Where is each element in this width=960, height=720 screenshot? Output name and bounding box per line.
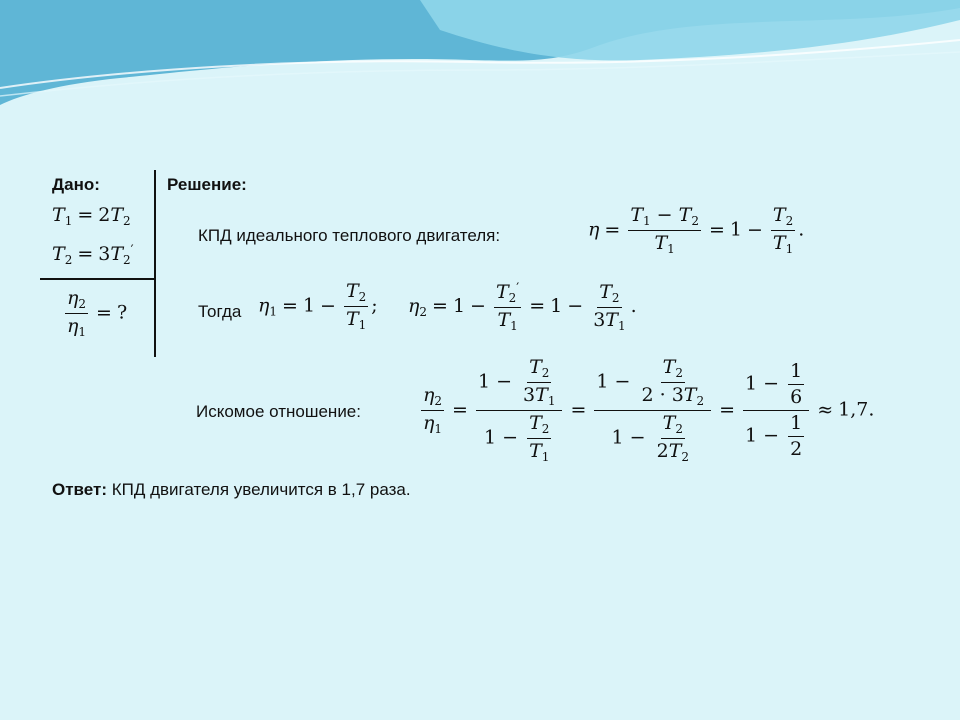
given-t1-equation: $T_1 = 2T_2$ [52,204,131,228]
formula-digit: 1 [611,426,624,449]
answer-label: Ответ: [52,480,107,499]
formula-digit: 3 [671,384,684,406]
formula-digit: 1 [452,295,466,317]
efficiency-formula: η = $\frac{T_1 - T_2}{T_1}$ = 1 − $\frac{T_2}{T_1}$ . [588,204,805,256]
formula-digit: 1 [484,426,497,449]
question-mark: ? [116,301,128,324]
given-t2-coefficient: 3 [98,243,111,265]
formula-digit: 1 [745,372,758,395]
header-wave-decoration [0,0,960,110]
ratio-label: Искомое отношение: [196,402,361,421]
formula-digit: 2 [790,438,803,460]
answer-line [52,480,411,500]
eta2-formula: $\eta_2 = 1$ − $\frac{T_2'}{T_1}$ = 1 − $\frac{T_2}{3T_1}$ . [408,280,637,333]
then-label: Тогда [198,302,242,321]
formula-digit: 1 [729,218,742,241]
formula-digit: 2 [641,384,654,406]
formula-digit: 1 [790,412,803,434]
given-t2-equation: $T_2 = 3T_2'$ [52,243,134,267]
formula-digit: 1 [745,424,758,447]
formula-digit: 1 [302,294,316,317]
given-heading: Дано: [52,175,100,194]
formula-digit: 1 [477,370,491,393]
efficiency-label: КПД идеального теплового двигателя: [198,226,501,245]
given-divider-vertical [154,170,156,357]
formula-digit: 2 [656,440,669,462]
solution-heading: Решение: [167,175,247,194]
approx-value: 1,7 [838,398,869,421]
formula-digit: 1 [790,360,803,382]
formula-digit: 1 [550,295,563,317]
given-t1-coefficient: 2 [98,204,111,226]
ratio-formula: $\frac{\eta_2}{\eta_1}$ = 1 − $\frac{T_2}{3T_1}$ 1 − $\frac{T_2}{T_1}$ = 1 − $\frac{T_2}{2 \cdot 3T_2}$ 1 − $\frac{T_2}{2T_2}$ = 1 − $\frac{1}{6}$ 1 − $\frac{1}{2}$ ≈ 1,7. [423,356,875,464]
eta1-formula: $\eta_1 = 1$ − $\frac{T_2}{T_1}$ ; [258,280,378,332]
formula-digit: 1 [596,370,609,393]
given-question-equation: $\frac{\eta_2}{\eta_1}$ = ? [67,287,128,339]
given-divider-horizontal [40,278,155,280]
formula-digit: 6 [790,386,803,408]
formula-digit: 3 [593,308,606,331]
formula-digit: 3 [523,384,536,406]
answer-text: КПД двигателя увеличится в 1,7 раза. [111,480,411,499]
